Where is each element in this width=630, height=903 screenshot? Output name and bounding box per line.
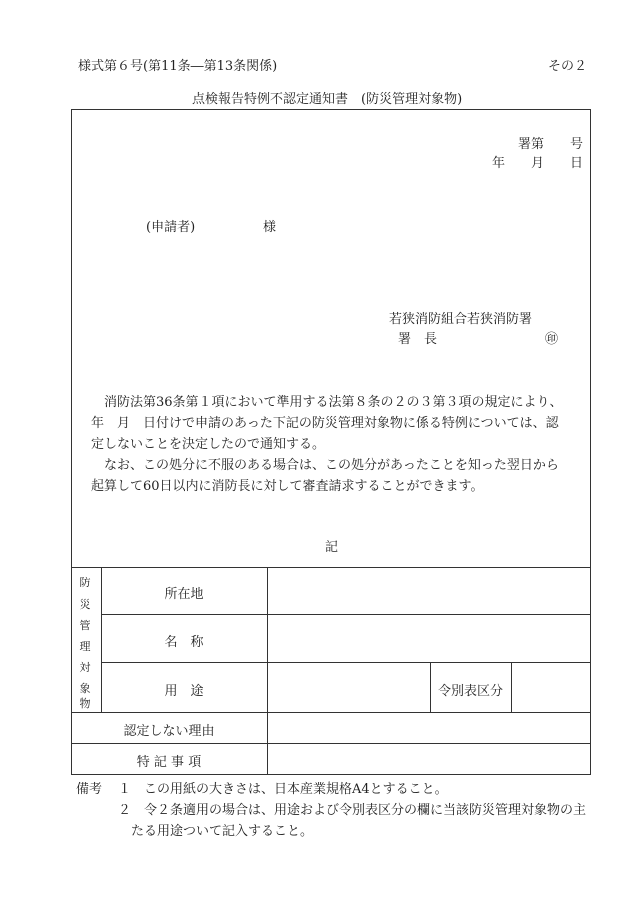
document-title: 点検報告特例不認定通知書 (防災管理対象物) bbox=[192, 92, 463, 107]
side-label-char: 理 bbox=[79, 640, 91, 653]
notice-number-line: 署第 号 bbox=[518, 137, 584, 152]
remarks-item-2: ２ 令２条適用の場合は、用途および令別表区分の欄に当該防災管理対象物の主 bbox=[118, 803, 587, 818]
side-label-char: 象 bbox=[79, 682, 91, 695]
body-line-3: 定しないことを決定したので通知する。 bbox=[91, 437, 326, 452]
seal-mark: ㊞ bbox=[545, 332, 559, 347]
table-top-rule bbox=[71, 567, 591, 568]
issuer-organization: 若狭消防組合若狭消防署 bbox=[389, 312, 533, 327]
row-rule-4 bbox=[71, 743, 591, 744]
label-column-rule bbox=[267, 567, 268, 774]
body-line-1: 消防法第36条第１項において準用する法第８条の２の３第３項の規定により、 bbox=[104, 395, 563, 410]
body-line-2: 年 月 日付けで申請のあった下記の防災管理対象物に係る特例については、認 bbox=[91, 416, 559, 431]
issuer-title: 署 長 bbox=[398, 332, 438, 347]
body-line-5: 起算して60日以内に消防長に対して審査請求することができます。 bbox=[91, 479, 484, 494]
side-label-char: 防 bbox=[79, 576, 91, 589]
side-label-char: 対 bbox=[79, 661, 91, 674]
remarks-heading: 備考 bbox=[76, 782, 103, 797]
body-line-4: なお、この処分に不服のある場合は、この処分があったことを知った翌日から bbox=[104, 458, 559, 473]
reason-label: 認定しない理由 bbox=[123, 724, 215, 739]
side-label-char: 物 bbox=[79, 697, 91, 710]
row-rule-1 bbox=[101, 614, 591, 615]
row-rule-2 bbox=[101, 662, 591, 663]
remarks-item-1: １ この用紙の大きさは、日本産業規格A4とすること。 bbox=[118, 782, 448, 797]
location-label: 所在地 bbox=[164, 587, 204, 602]
side-label-char: 管 bbox=[79, 619, 91, 632]
form-suffix: その２ bbox=[548, 59, 588, 74]
side-label-char: 災 bbox=[79, 598, 91, 611]
addressee-label: (申請者) bbox=[146, 220, 196, 235]
form-number: 様式第６号(第11条―第13条関係) bbox=[78, 59, 278, 74]
remarks-item-2-cont: たる用途ついて記入すること。 bbox=[131, 824, 314, 839]
use-label: 用 途 bbox=[164, 684, 204, 699]
category-label: 令別表区分 bbox=[437, 684, 503, 699]
name-label: 名 称 bbox=[164, 635, 204, 650]
ki-heading: 記 bbox=[325, 540, 339, 555]
addressee-honorific: 様 bbox=[263, 220, 277, 235]
row-rule-3 bbox=[71, 712, 591, 713]
use-split-rule-2 bbox=[511, 662, 512, 712]
notes-label: 特 記 事 項 bbox=[136, 755, 202, 770]
notice-date-line: 年 月 日 bbox=[492, 156, 584, 171]
